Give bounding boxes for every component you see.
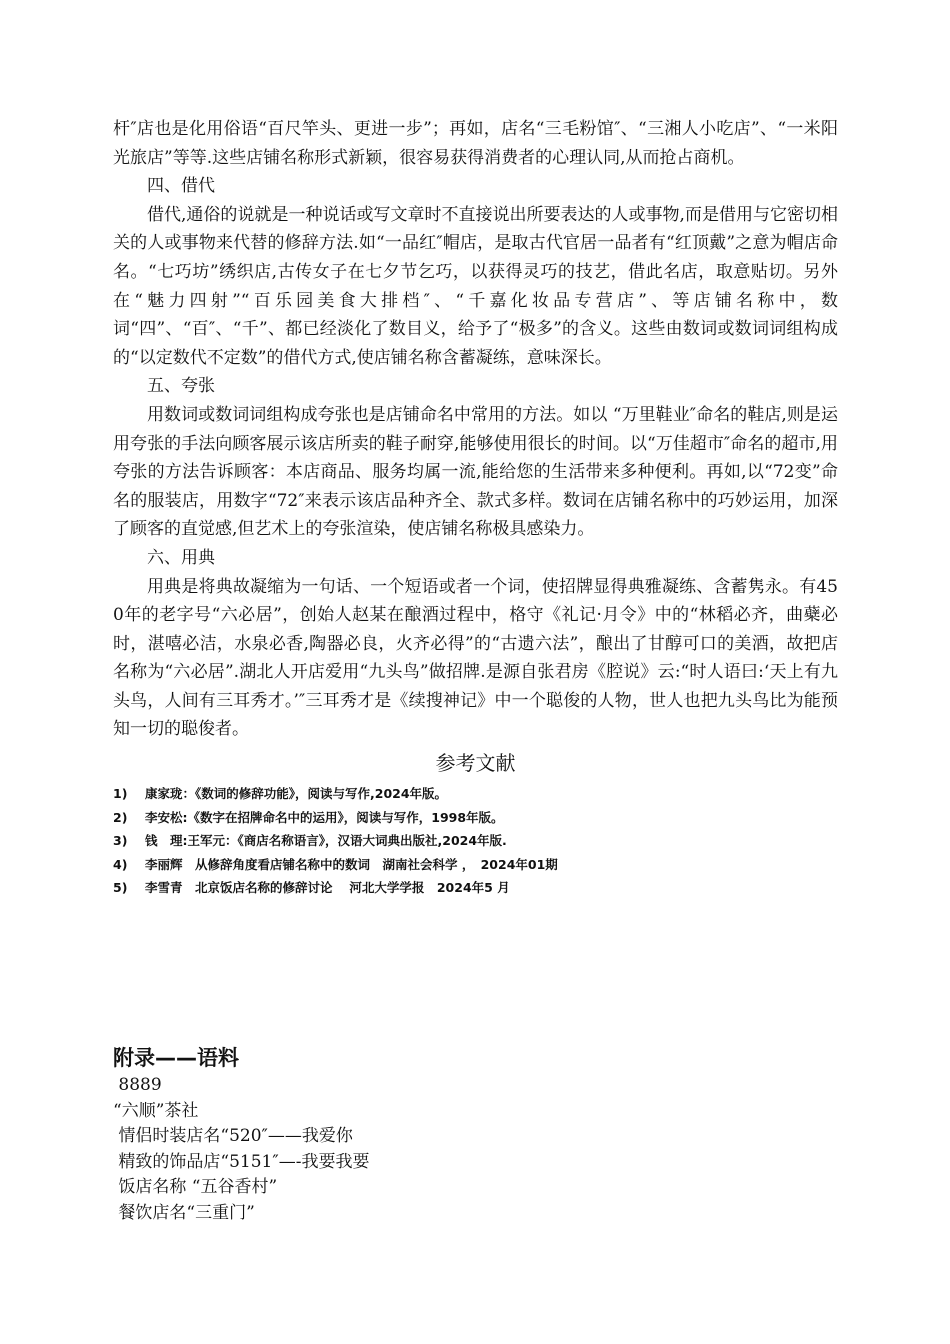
reference-text: 李丽辉 从修辞角度看店铺名称中的数词 湖南社会科学 ， 2024年01期 xyxy=(145,856,558,872)
section-body-kuazhang: 用数词或数词词组构成夸张也是店铺命名中常用的方法。如以 “万里鞋业″命名的鞋店,则是运用夸张的手法向顾客展示该店所卖的鞋子耐穿,能够使用很长的时间。以“万佳超市″命名的超市,用夸张的方法告诉顾客：本店商品、服务均属一流,能给您的生活带来多种便利。再如,以“72变”命名的服装店，用数字“72″来表示该店品种齐全、款式多样。数词在店铺名称中的巧妙运用，加深了顾客的直觉感,但艺术上的夸张渲染，使店铺名称极具感染力。 xyxy=(113,404,838,540)
reference-text: 李雪青 北京饭店名称的修辞讨论 河北大学学报 2024年5 月 xyxy=(145,880,510,896)
reference-number: 5) xyxy=(113,880,128,896)
section-heading-jiedai: 四、借代 xyxy=(147,176,215,197)
appendix-line: 餐饮店名“三重门” xyxy=(113,1202,255,1223)
section-heading-kuazhang: 五、夸张 xyxy=(147,376,215,397)
intro-paragraph: 杆″店也是化用俗语“百尺竿头、更进一步”；再如，店名“三毛粉馆″、“三湘人小吃店”、“一米阳光旅店”等等.这些店铺名称形式新颖，很容易获得消费者的心理认同,从而抢占商机。 xyxy=(113,119,838,168)
appendix-line: 情侣时装店名“520″——我爱你 xyxy=(113,1126,353,1146)
reference-item xyxy=(113,853,838,877)
reference-item xyxy=(113,876,838,900)
appendix xyxy=(113,1043,838,1226)
section-body-jiedai: 借代,通俗的说就是一种说话或写文章时不直接说出所要表达的人或事物,而是借用与它密切相关的人或事物来代替的修辞方法.如“一品红″帽店，是取古代官居一品者有“红顶戴”之意为帽店命名。“七巧坊”绣织店,古传女子在七夕节乞巧，以获得灵巧的技艺，借此名店，取意贴切。另外在“魅力四射”“百乐园美食大排档″、“千嘉化妆品专营店”、等店铺名称中，数词“四”、“百″、“千”、都已经淡化了数目义，给予了“极多”的含义。这些由数词或数词词组构成的“以定数代不定数”的借代方式,使店铺名称含蓄凝练，意味深长。 xyxy=(113,204,838,368)
appendix-line: 精致的饰品店“5151″—-我要我要 xyxy=(113,1151,370,1172)
reference-text: 李安松:《数字在招牌命名中的运用》，阅读与写作，1998年版。 xyxy=(145,809,504,825)
document-body xyxy=(113,115,838,900)
references-title: 参考文献 xyxy=(435,751,516,776)
appendix-title: 附录——语料 xyxy=(113,1046,239,1070)
section-body-yongdian: 用典是将典故凝缩为一句话、一个短语或者一个词，使招牌显得典雅凝练、含蓄隽永。有450年的老字号“六必居”，创始人赵某在酿酒过程中，格守《礼记·月令》中的“林稻必齐，曲蘗必时，湛嘻必洁，水泉必香,陶器必良，火齐必得”的“古遗六法”，酿出了甘醇可口的美酒，故把店名称为“六必居”.湖北人开店爱用“九头鸟”做招牌.是源自张君房《腔说》云:“时人语曰:‘天上有九头鸟，人间有三耳秀才。’″三耳秀才是《续搜神记》中一个聪俊的人物，世人也把九头鸟比为能预知一切的聪俊者。 xyxy=(113,576,838,740)
reference-item xyxy=(113,782,838,806)
appendix-line: 饭店名称 “五谷香村” xyxy=(113,1177,278,1197)
appendix-line: 8889 xyxy=(113,1075,162,1095)
reference-text: 康家珑：《数词的修辞功能》，阅读与写作,2024年版。 xyxy=(145,786,448,802)
reference-number: 1) xyxy=(113,786,128,802)
reference-number: 4) xyxy=(113,856,128,872)
reference-item xyxy=(113,806,838,830)
reference-text: 钱 理:王军元：《商店名称语言》，汉语大词典出版社,2024年版. xyxy=(145,833,507,849)
reference-number: 2) xyxy=(113,809,128,825)
reference-number: 3) xyxy=(113,833,128,849)
reference-item xyxy=(113,829,838,853)
references-list xyxy=(113,782,838,900)
appendix-line: “六顺”茶社 xyxy=(113,1100,199,1121)
section-heading-yongdian: 六、用典 xyxy=(147,547,215,568)
